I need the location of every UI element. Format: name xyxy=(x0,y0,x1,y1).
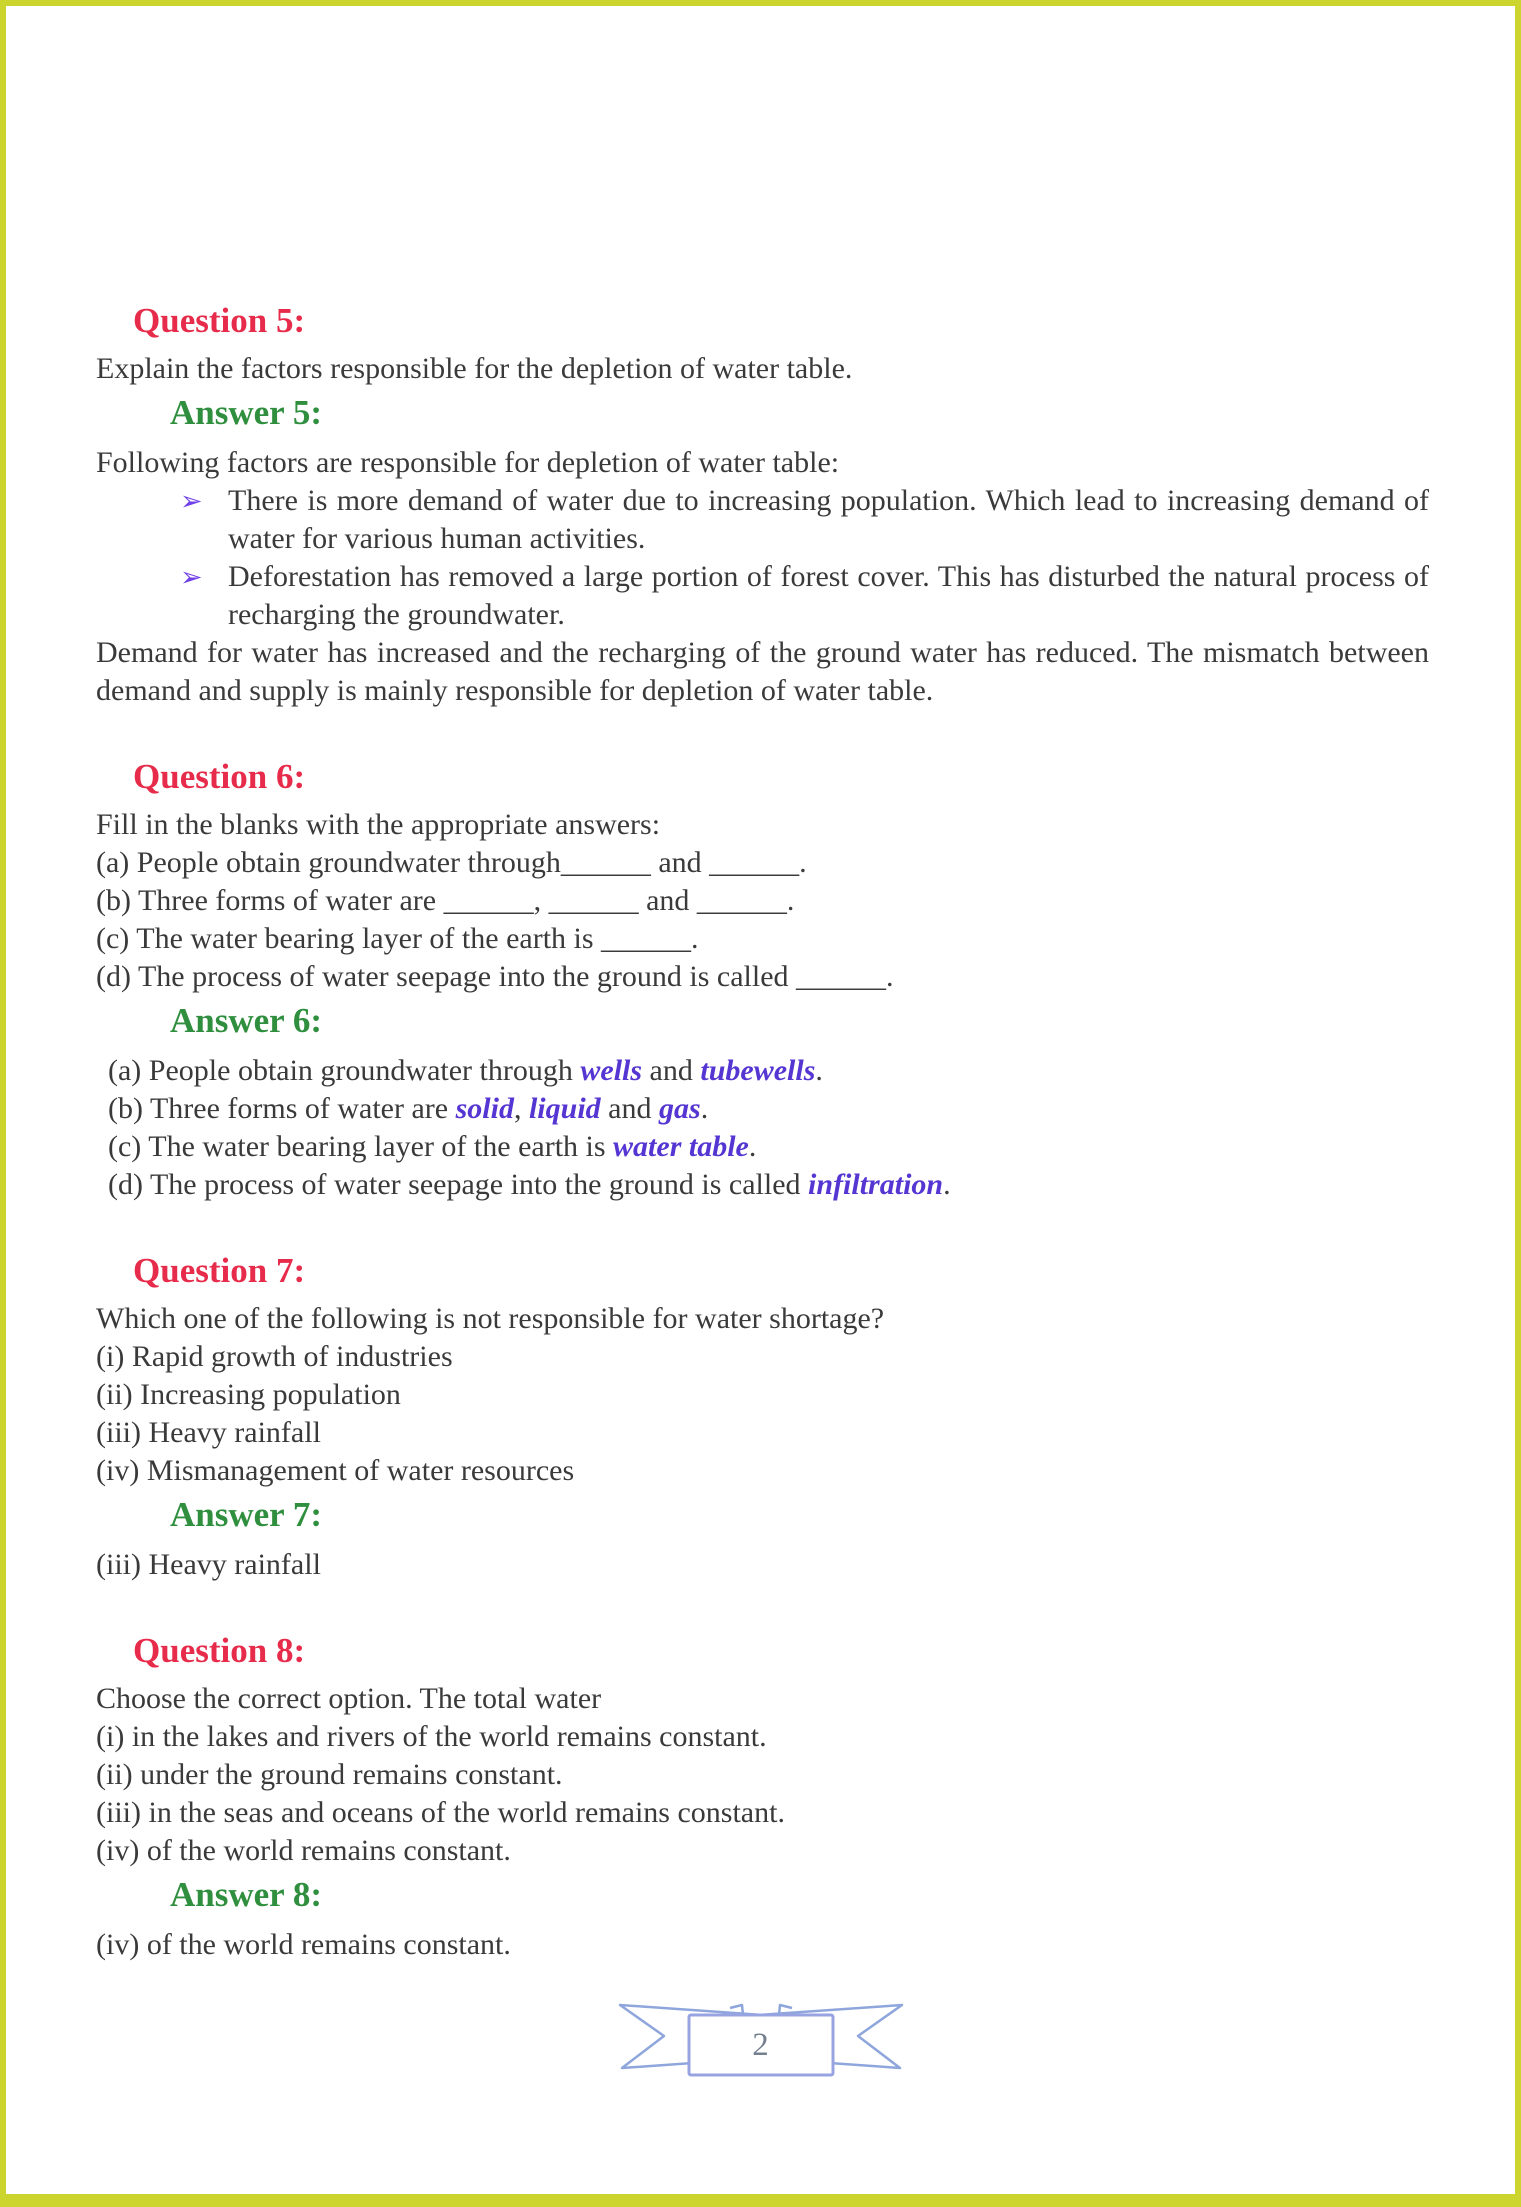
question-5-section xyxy=(96,300,1429,710)
answer-6-item-c xyxy=(108,1128,1429,1166)
answer-6-item-a xyxy=(108,1052,1429,1090)
option-i: (i) in the lakes and rivers of the world remains constant. xyxy=(96,1720,767,1753)
answer-6-item-d xyxy=(108,1166,1429,1204)
option-i: (i) Rapid growth of industries xyxy=(96,1340,453,1373)
answer-5-bullet-item xyxy=(96,482,1429,558)
answer-8-text: (iv) of the world remains constant. xyxy=(96,1928,511,1961)
answer-6-heading: Answer 6: xyxy=(170,1001,322,1040)
answer-8-heading: Answer 8: xyxy=(170,1875,322,1914)
option-iv: (iv) of the world remains constant. xyxy=(96,1834,511,1867)
keyword-gas: gas xyxy=(659,1092,701,1125)
question-6-heading: Question 6: xyxy=(133,757,306,796)
blank-item-a: (a) People obtain groundwater through______ and ______. xyxy=(96,846,807,879)
option-iii: (iii) in the seas and oceans of the world remains constant. xyxy=(96,1796,785,1829)
arrow-bullet-icon: ➢ xyxy=(180,486,203,517)
answer-5-note: Demand for water has increased and the recharging of the ground water has reduced. The mismatch between demand and supply is mainly responsible for depletion of water table. xyxy=(96,636,1429,707)
answer-text: (a) People obtain groundwater through xyxy=(108,1054,581,1087)
keyword-infiltration: infiltration xyxy=(808,1168,944,1201)
answer-7-heading: Answer 7: xyxy=(170,1495,322,1534)
blank-item-b: (b) Three forms of water are ______, ______ and ______. xyxy=(96,884,795,917)
keyword-tubewells: tubewells xyxy=(700,1054,816,1087)
option-iii: (iii) Heavy rainfall xyxy=(96,1416,321,1449)
option-ii: (ii) under the ground remains constant. xyxy=(96,1758,563,1791)
page-number: 2 xyxy=(752,2027,769,2063)
answer-5-intro: Following factors are responsible for depletion of water table: xyxy=(96,446,840,479)
answer-text: and xyxy=(642,1054,701,1087)
blank-item-d: (d) The process of water seepage into the ground is called ______. xyxy=(96,960,894,993)
blank-item-c: (c) The water bearing layer of the earth is ______. xyxy=(96,922,699,955)
answer-text: and xyxy=(600,1092,659,1125)
answer-text: . xyxy=(943,1168,951,1201)
question-8-heading: Question 8: xyxy=(133,1631,306,1670)
answer-text: . xyxy=(700,1092,709,1125)
keyword-wells: wells xyxy=(580,1054,643,1087)
answer-text: (d) The process of water seepage into the ground is called xyxy=(108,1168,809,1201)
question-5-heading: Question 5: xyxy=(133,301,306,340)
option-iv: (iv) Mismanagement of water resources xyxy=(96,1454,575,1487)
answer-text: (c) The water bearing layer of the earth is xyxy=(108,1130,614,1163)
option-ii: (ii) Increasing population xyxy=(96,1378,401,1411)
question-6-section xyxy=(96,756,1429,1204)
question-8-text: Choose the correct option. The total water xyxy=(96,1682,602,1715)
answer-text: . xyxy=(748,1130,757,1163)
question-8-section xyxy=(96,1630,1429,1964)
question-7-section xyxy=(96,1250,1429,1584)
bullet-text: Deforestation has removed a large portion of forest cover. This has disturbed the natural process of recharging the groundwater. xyxy=(228,560,1429,631)
answer-7-text: (iii) Heavy rainfall xyxy=(96,1548,321,1581)
keyword-liquid: liquid xyxy=(528,1092,601,1125)
question-5-text: Explain the factors responsible for the depletion of water table. xyxy=(96,352,853,385)
keyword-water-table: water table xyxy=(613,1130,749,1163)
answer-5-bullet-item xyxy=(96,558,1429,634)
keyword-solid: solid xyxy=(455,1092,514,1125)
page-content xyxy=(96,300,1429,1964)
page-number-ribbon xyxy=(610,2002,912,2084)
answer-5-heading: Answer 5: xyxy=(170,393,322,432)
question-6-intro: Fill in the blanks with the appropriate answers: xyxy=(96,808,661,841)
answer-text: (b) Three forms of water are xyxy=(108,1092,456,1125)
bullet-text: There is more demand of water due to increasing population. Which lead to increasing demand of water for various human activities. xyxy=(228,484,1429,555)
answer-text: . xyxy=(815,1054,823,1087)
question-7-heading: Question 7: xyxy=(133,1251,306,1290)
question-7-text: Which one of the following is not responsible for water shortage? xyxy=(96,1302,885,1335)
answer-6-item-b xyxy=(108,1090,1429,1128)
answer-text: , xyxy=(513,1092,529,1125)
arrow-bullet-icon: ➢ xyxy=(180,562,203,593)
